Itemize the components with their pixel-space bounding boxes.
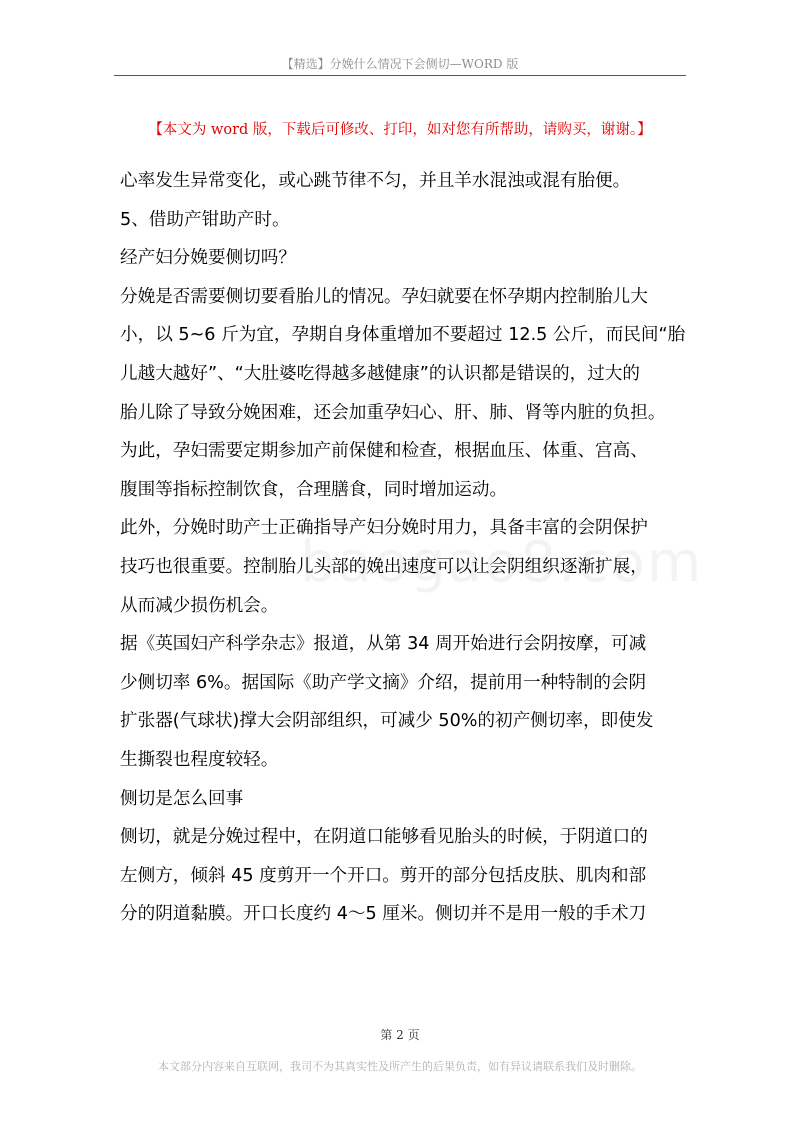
purchase-notice: 【本文为 word 版，下载后可修改、打印，如对您有所帮助，请购买，谢谢。】: [148, 122, 652, 138]
footer-disclaimer: 本文部分内容来自互联网，我司不为其真实性及所产生的后果负责，如有异议请联系我们及时删除。: [158, 1060, 642, 1073]
body-line: 生撕裂也程度较轻。: [120, 749, 279, 770]
body-line: 为此，孕妇需要定期参加产前保健和检查，根据血压、体重、宫高、: [120, 441, 648, 462]
body-line: 此外，分娩时助产士正确指导产妇分娩时用力，具备丰富的会阴保护: [120, 518, 648, 539]
body-line: 扩张器(气球状)撑大会阴部组织，可减少 50%的初产侧切率，即使发: [120, 711, 654, 732]
body-line: 侧切，就是分娩过程中，在阴道口能够看见胎头的时候，于阴道口的: [120, 827, 648, 848]
body-line: 小，以 5~6 斤为宜，孕期自身体重增加不要超过 12.5 公斤，而民间“胎: [120, 325, 686, 346]
page-number: 第 2 页: [380, 1028, 420, 1042]
body-line: 从而减少损伤机会。: [120, 595, 279, 616]
body-line: 儿越大越好”、“大肚婆吃得越多越健康”的认识都是错误的，过大的: [120, 363, 640, 384]
document-body: [120, 162, 690, 934]
body-line: 腹围等指标控制饮食，合理膳食，同时增加运动。: [120, 479, 508, 500]
page-header: 【精选】分娩什么情况下会侧切—WORD 版: [281, 57, 519, 71]
body-line: 心率发生异常变化，或心跳节律不匀，并且羊水混浊或混有胎便。: [120, 171, 631, 191]
body-line: 左侧方，倾斜 45 度剪开一个开口。剪开的部分包括皮肤、肌肉和部: [120, 865, 647, 886]
body-line: 技巧也很重要。控制胎儿头部的娩出速度可以让会阴组织逐渐扩展，: [120, 556, 648, 577]
header-divider: [114, 75, 686, 76]
body-line: 胎儿除了导致分娩困难，还会加重孕妇心、肝、肺、肾等内脏的负担。: [120, 402, 666, 423]
body-line: 少侧切率 6%。据国际《助产学文摘》介绍，提前用一种特制的会阴: [120, 672, 647, 693]
body-line: 分的阴道黏膜。开口长度约 4～5 厘米。侧切并不是用一般的手术刀: [120, 904, 647, 925]
body-line: 5、借助产钳助产时。: [120, 209, 290, 230]
body-line: 分娩是否需要侧切要看胎儿的情况。孕妇就要在怀孕期内控制胎儿大: [120, 286, 648, 307]
body-line: 据《英国妇产科学杂志》报道，从第 34 周开始进行会阴按摩，可减: [120, 634, 647, 655]
section-heading: 侧切是怎么回事: [120, 788, 244, 809]
section-heading: 经产妇分娩要侧切吗？: [120, 248, 296, 269]
